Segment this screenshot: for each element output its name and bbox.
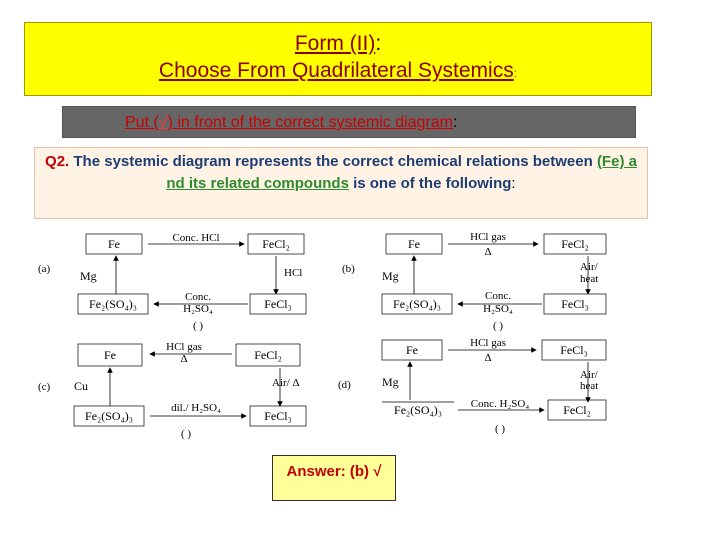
compound-fecl3: FeCl₃	[264, 409, 292, 423]
compound-fecl2: FeCl₂	[561, 237, 589, 251]
element-cu: Cu	[74, 379, 89, 393]
question-text2: is one of the following	[348, 175, 512, 192]
instruction-colon: :	[453, 114, 458, 131]
compound-fecl3: FeCl₃	[264, 297, 292, 311]
compound-fe: Fe	[406, 343, 418, 357]
compound-fe: Fe	[408, 237, 420, 251]
reagent-label: Δ	[484, 352, 492, 364]
reagent-label: HCl gas	[470, 337, 506, 349]
reagent-label: heat	[580, 380, 599, 392]
compound-fecl3: FeCl₃	[561, 297, 589, 311]
form-colon: :	[375, 32, 382, 55]
reagent-label: H₂SO₄	[183, 303, 213, 315]
answer-box	[272, 455, 396, 501]
option-letter: (b)	[342, 263, 355, 275]
diagram-d	[338, 336, 628, 446]
option-letter: (d)	[338, 379, 351, 391]
instruction-part2: ) in front of the correct systemic diagram	[167, 114, 454, 131]
compound-fecl3: FeCl₃	[560, 343, 588, 357]
reagent-label: H₂SO₄	[483, 303, 513, 315]
title-banner	[24, 22, 652, 96]
question-text1: The systemic diagram represents the correct chemical relations between	[69, 153, 597, 170]
reagent-label: Δ	[484, 246, 492, 258]
reagent-label: Conc.	[485, 290, 511, 302]
question-box	[34, 147, 648, 219]
question-highlight: (Fe) a nd its related compounds	[166, 153, 637, 192]
compound-fe2so43: Fe₂(SO₄)₃	[85, 409, 133, 423]
element-mg: Mg	[382, 269, 399, 283]
question-colon: :	[511, 175, 516, 192]
reagent-label: HCl gas	[166, 341, 202, 353]
diagram-b	[338, 228, 628, 338]
diagram-c	[36, 338, 326, 446]
heading-colon: :	[513, 66, 518, 80]
answer-box[interactable]: ( )	[192, 320, 204, 332]
element-mg: Mg	[382, 375, 399, 389]
reagent-label: HCl	[284, 267, 303, 279]
element-mg: Mg	[80, 269, 97, 283]
reagent-label: Air/ Δ	[272, 377, 300, 389]
reagent-label: heat	[580, 273, 599, 285]
instruction-bar	[62, 106, 636, 138]
compound-fe2so43: Fe₂(SO₄)₃	[393, 297, 441, 311]
compound-fe: Fe	[104, 348, 116, 362]
reagent-label: Conc.	[185, 291, 211, 303]
reagent-label: Conc. H₂SO₄	[470, 398, 530, 410]
diagram-a	[36, 228, 326, 338]
compound-fe2so43: Fe₂(SO₄)₃	[394, 403, 442, 417]
heading: Choose From Quadrilateral Systemics	[158, 59, 514, 82]
answer-text: Answer: (b) √	[286, 463, 382, 480]
reagent-label: HCl gas	[470, 231, 506, 243]
compound-fecl2: FeCl₂	[254, 348, 282, 362]
question-number: Q2.	[45, 153, 70, 170]
instruction-part1: Put (	[125, 114, 159, 131]
answer-box[interactable]: ( )	[180, 428, 192, 440]
reagent-label: Δ	[180, 353, 188, 365]
reagent-label: Conc. HCl	[172, 232, 220, 244]
answer-box[interactable]: ( )	[494, 423, 506, 435]
reagent-label: Air/	[580, 369, 598, 381]
compound-fecl2: FeCl₂	[563, 403, 591, 417]
compound-fe: Fe	[108, 237, 120, 251]
compound-fecl2: FeCl₂	[262, 237, 290, 251]
reagent-label: dil./ H₂SO₄	[171, 402, 221, 414]
option-letter: (a)	[38, 263, 51, 275]
tick-mark: √	[158, 114, 168, 131]
option-letter: (c)	[38, 381, 51, 393]
reagent-label: Air/	[580, 261, 598, 273]
form-label: Form (II)	[294, 32, 376, 55]
answer-box[interactable]: ( )	[492, 320, 504, 332]
compound-fe2so43: Fe₂(SO₄)₃	[89, 297, 137, 311]
